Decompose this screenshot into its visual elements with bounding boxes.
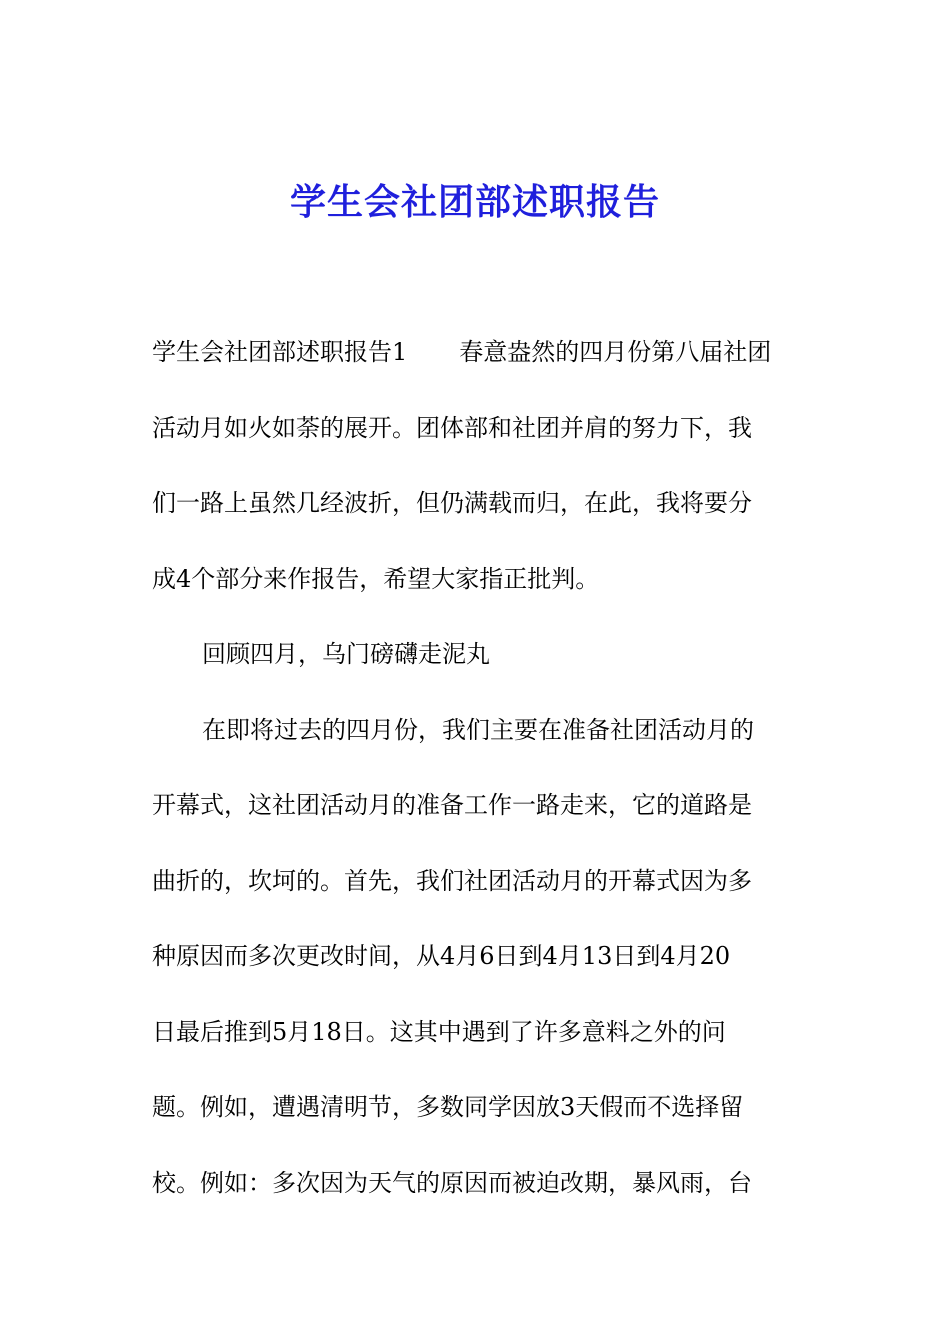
text-line: 们一路上虽然几经波折，但仍满载而归，在此，我将要分 bbox=[152, 489, 752, 517]
text-line: 种原因而多次更改时间，从4月6日到4月13日到4月20 bbox=[152, 942, 731, 970]
document-body bbox=[152, 331, 812, 1237]
text-line bbox=[152, 331, 812, 407]
document-title: 学生会社团部述职报告 bbox=[289, 181, 660, 223]
section-heading: 回顾四月，乌门磅礴走泥丸 bbox=[202, 640, 490, 668]
text-line: 开幕式，这社团活动月的准备工作一路走来，它的道路是 bbox=[152, 791, 752, 819]
text-line: 曲折的，坎坷的。首先，我们社团活动月的开幕式因为多 bbox=[152, 866, 752, 895]
text-line: 在即将过去的四月份，我们主要在准备社团活动月的 bbox=[202, 715, 754, 744]
text-line: 题。例如，遭遇清明节，多数同学因放3天假而不选择留 bbox=[152, 1093, 744, 1121]
text-line: 校。例如：多次因为天气的原因而被迫改期，暴风雨，台 bbox=[152, 1168, 752, 1197]
text-line: 活动月如火如荼的展开。团体部和社团并肩的努力下，我 bbox=[152, 413, 752, 442]
report-heading-inline: 学生会社团部述职报告1 bbox=[152, 338, 408, 366]
text-segment: 春意盎然的四月份第八届社团 bbox=[459, 338, 772, 366]
text-line: 日最后推到5月18日。这其中遇到了许多意料之外的问 bbox=[152, 1017, 726, 1046]
text-line: 成4个部分来作报告，希望大家指正批判。 bbox=[152, 564, 600, 593]
